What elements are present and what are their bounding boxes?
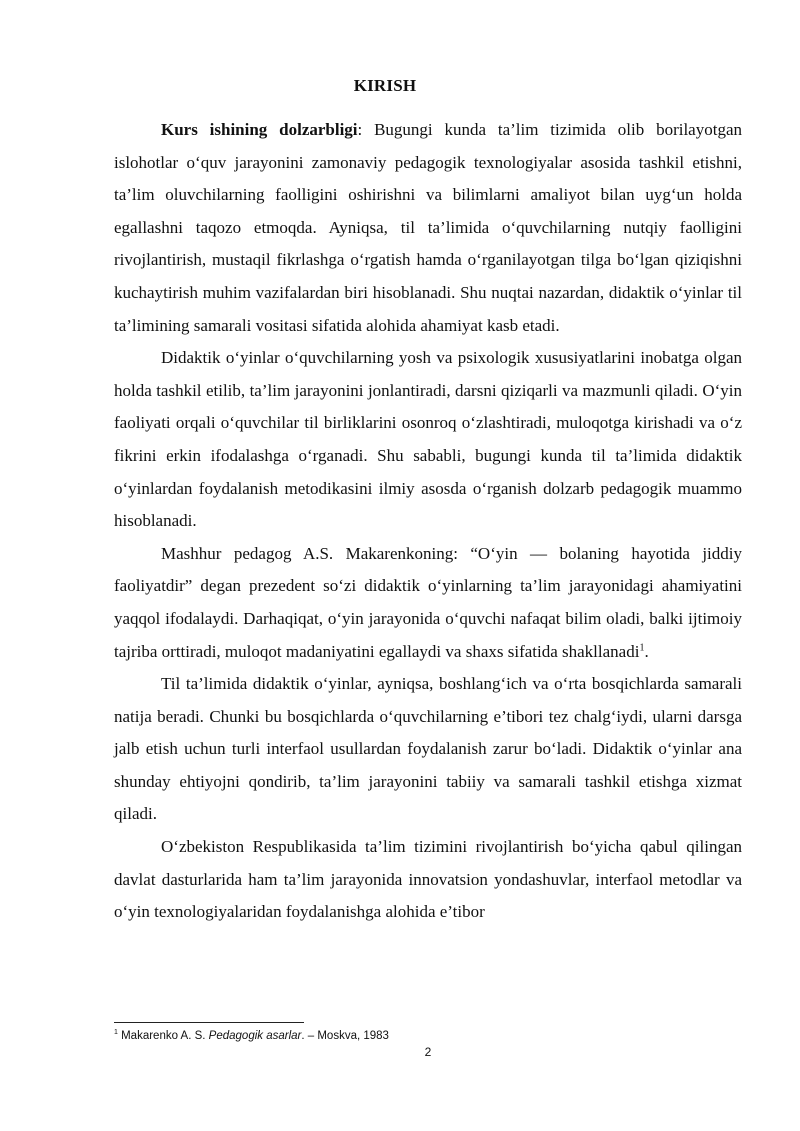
section-title: KIRISH bbox=[353, 76, 417, 95]
paragraph-3-text: Mashhur pedagog A.S. Makarenkoning: “O‘yin — bolaning hayotida jiddiy faoliyatdir” degan prezedent so‘zi didaktik o‘yinlarning ta’lim jarayonidagi ahamiyatini yaqqol ifodalaydi. Darhaqiqat, o‘yin jarayonida o‘quvchi nafaqat bilim oladi, balki ijtimoiy tajriba orttiradi, muloqot madaniyatini egallaydi va shaxs sifatida shakllanadi bbox=[114, 543, 742, 661]
page-number: 2 bbox=[424, 1045, 432, 1059]
paragraph-3-end: . bbox=[644, 641, 649, 661]
paragraph-1 bbox=[114, 114, 742, 342]
paragraph-5: O‘zbekiston Respublikasida ta’lim tizimini rivojlantirish bo‘yicha qabul qilingan davlat dasturlarida ham ta’lim jarayonida innovatsion yondashuvlar, interfaol metodlar va o‘yin texnologiyalaridan foydalanishga alohida e’tibor bbox=[114, 837, 742, 922]
paragraph-2: Didaktik o‘yinlar o‘quvchilarning yosh va psixologik xususiyatlarini inobatga olgan holda tashkil etilib, ta’lim jarayonini jonlantiradi, darsni qiziqarli va mazmunli qiladi. O‘yin faoliyati orqali o‘quvchilar til birliklarini osonroq o‘zlashtiradi, muloqotga kirishadi va o‘z fikrini erkin ifodalashga o‘rganadi. Shu sababli, bugungi kunda til ta’limida didaktik o‘yinlardan foydalanish metodikasini ilmiy asosda o‘rganish dolzarb pedagogik muammo hisoblanadi. bbox=[114, 348, 742, 531]
footnote-reference[interactable]: 1 bbox=[639, 641, 645, 653]
footnote-mark: 1 bbox=[114, 1029, 118, 1037]
footnote-book-title: Pedagogik asarlar bbox=[208, 1030, 302, 1042]
footnote-publication: . – Moskva, 1983 bbox=[301, 1030, 389, 1042]
lead-phrase: Kurs ishining dolzarbligi bbox=[161, 120, 358, 139]
paragraph-3 bbox=[114, 538, 742, 668]
footnote-divider bbox=[114, 1022, 304, 1023]
lead-colon: : bbox=[357, 120, 363, 139]
footnote bbox=[114, 1030, 742, 1042]
paragraph-4: Til ta’limida didaktik o‘yinlar, ayniqsa, boshlang‘ich va o‘rta bosqichlarda samarali natija beradi. Chunki bu bosqichlarda o‘quvchilarning e’tibori tez chalg‘iydi, ularni darsga jalb etish uchun turli interfaol usullardan foydalanish zarur bo‘ladi. Didaktik o‘yinlar ana shunday ehtiyojni qondirib, ta’lim jarayonini tabiiy va samarali tashkil etishga xizmat qiladi. bbox=[114, 674, 742, 824]
paragraph-1-text: Bugungi kunda ta’lim tizimida olib borilayotgan islohotlar o‘quv jarayonini zamonaviy pedagogik texnologiyalar asosida tashkil etishni, ta’lim oluvchilarning faolligini oshirishni va bilimlarni amaliyot bilan uyg‘un holda egallashni taqozo etmoqda. Ayniqsa, til ta’limida o‘quvchilarning nutqiy faolligini rivojlantirish, mustaqil fikrlashga o‘rgatish hamda o‘rganilayotgan tilga bo‘lgan qiziqishni kuchaytirish muhim vazifalardan biri hisoblanadi. Shu nuqtai nazardan, didaktik o‘yinlar til ta’limining samarali vositasi sifatida alohida ahamiyat kasb etadi. bbox=[114, 120, 742, 335]
body-text bbox=[114, 114, 742, 929]
footnote-author: Makarenko A. S. bbox=[117, 1030, 209, 1042]
